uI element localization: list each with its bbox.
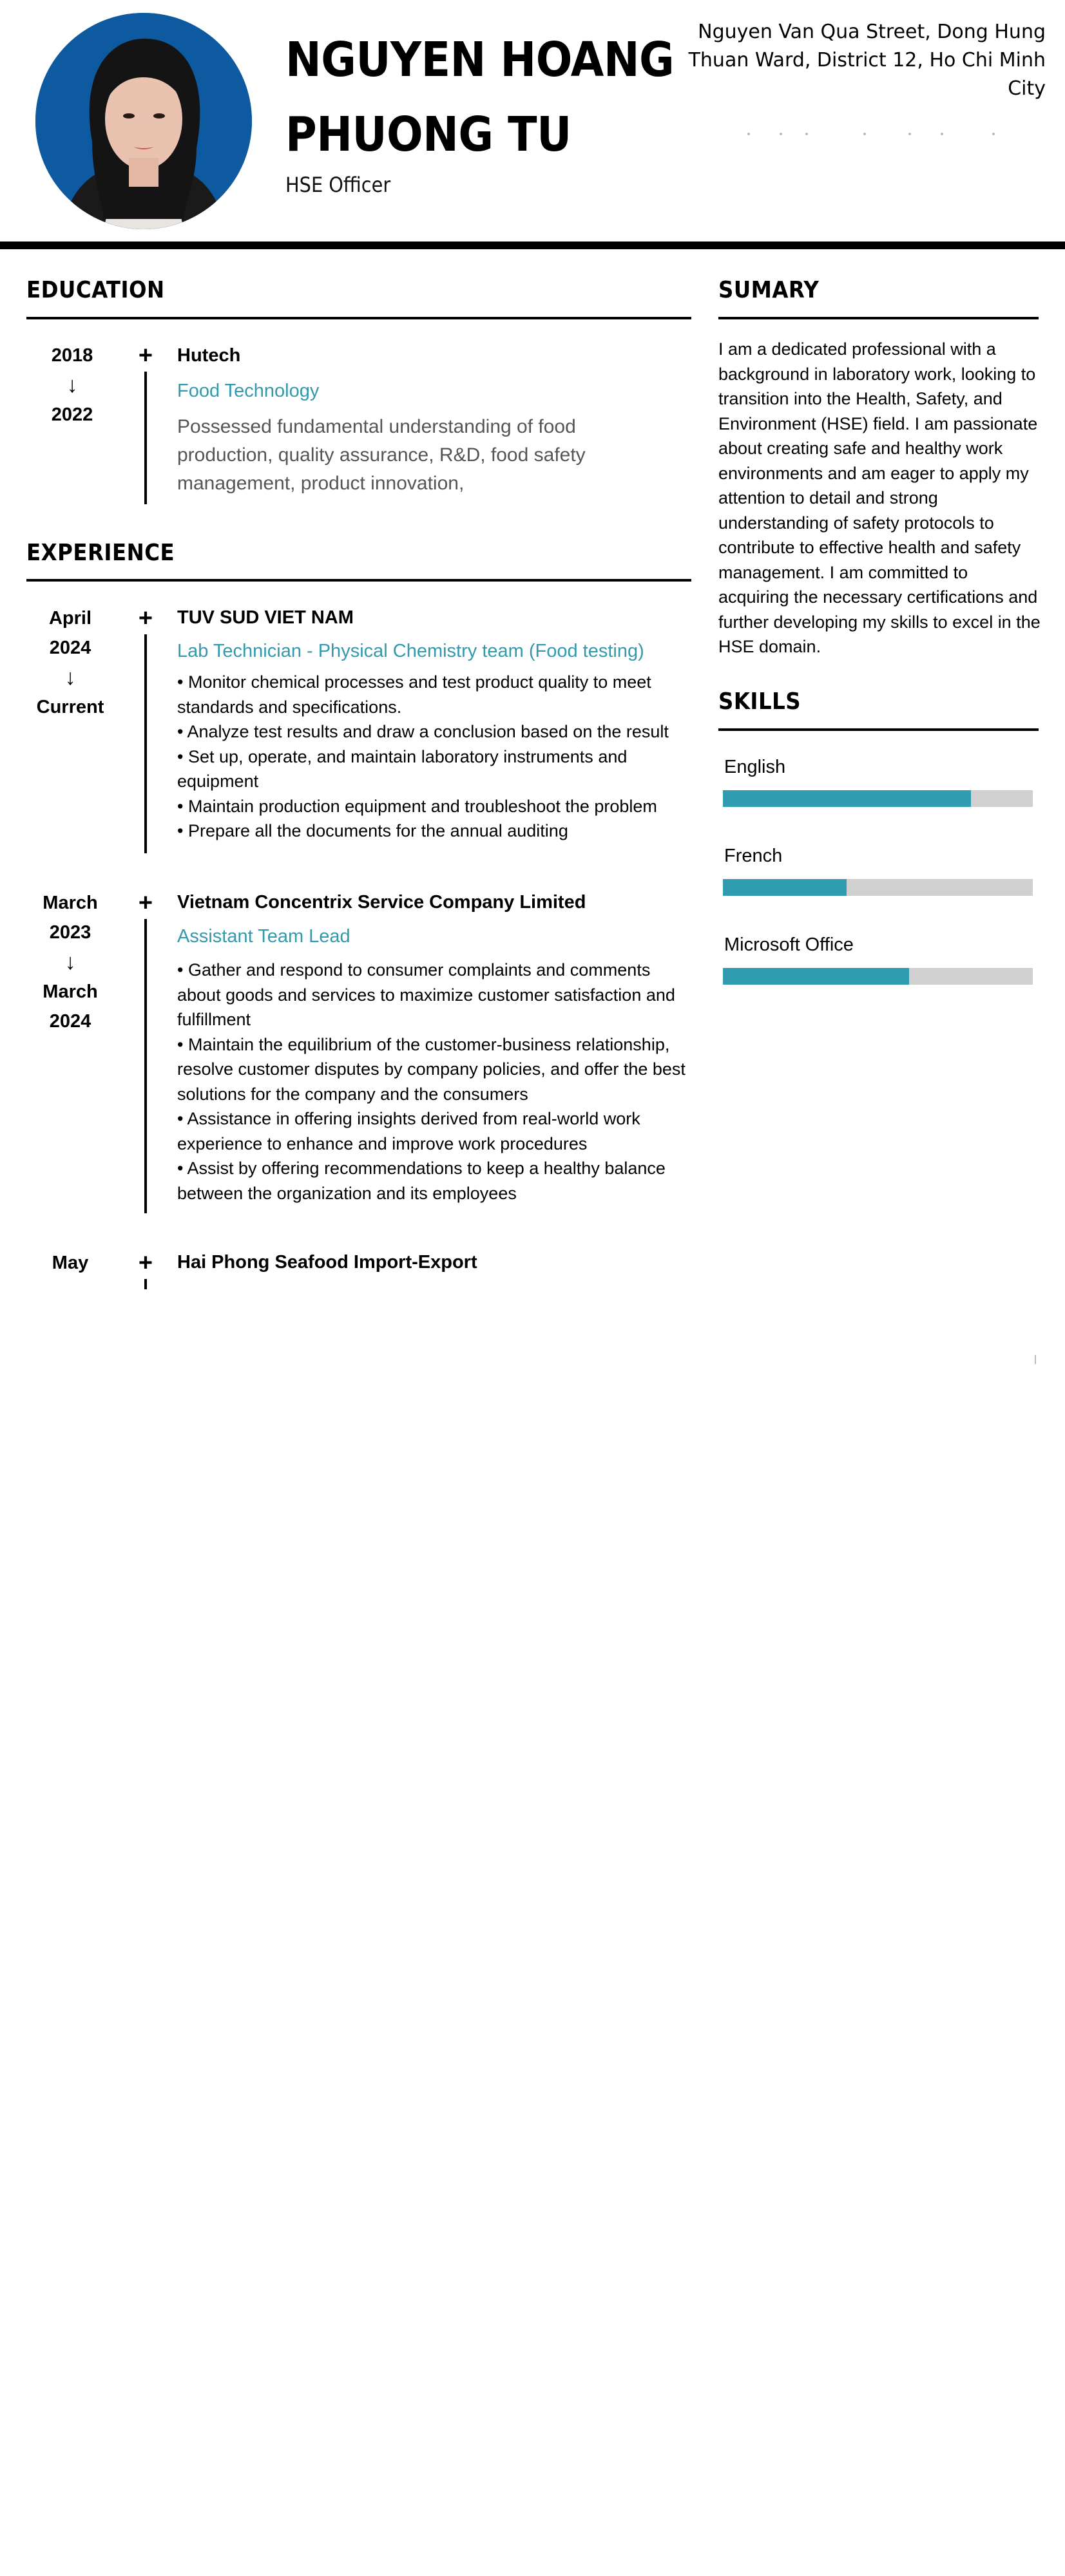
- skill-bar-microsoft-office: [723, 968, 1033, 985]
- timeline-line: [144, 372, 147, 504]
- study-field: Food Technology: [177, 381, 320, 401]
- skills-heading: SKILLS: [718, 688, 801, 715]
- plus-icon: +: [138, 342, 153, 369]
- plus-icon: +: [138, 1249, 153, 1276]
- education-rule: [26, 317, 691, 319]
- job-3-start-year-cut: [25, 1278, 115, 1289]
- full-name: [285, 23, 685, 172]
- resume-header: [0, 0, 1065, 238]
- job-1-start-month: April: [48, 608, 92, 629]
- edge-mark: [1035, 1355, 1036, 1364]
- job-2-end-year: 2024: [49, 1011, 91, 1032]
- name-line-2: PHUONG TU: [285, 107, 571, 162]
- summary-heading: SUMARY: [718, 277, 820, 303]
- skill-bar-english: [723, 790, 1033, 807]
- skill-label-english: English: [724, 757, 786, 777]
- summary-text: I am a dedicated professional with a background in laboratory work, looking to transition into the Health, Safety, and Environment (HSE) field. I am passionate about creating safe and healthy work environments and am eager to apply my attention to detail and strong understanding of safety protocols to contribute to effective health and safety management. I am committed to acquiring the necessary certifications and further developing my skills to excel in the HSE domain.: [718, 339, 1041, 656]
- job-2-end-month: March: [43, 981, 98, 1002]
- job-2-start-year: 2023: [49, 922, 91, 943]
- profile-photo: [35, 13, 252, 229]
- skill-label-french: French: [724, 846, 783, 866]
- job-2-start-month: March: [43, 893, 98, 913]
- job-3-clipped: [0, 1243, 709, 1289]
- name-line-1: NGUYEN HOANG: [285, 32, 675, 88]
- plus-icon: +: [138, 605, 153, 632]
- timeline-line: [144, 1279, 147, 1289]
- skill-bar-french: [723, 879, 1033, 896]
- arrow-down-icon: ↓: [66, 373, 78, 397]
- skill-fill: [723, 879, 847, 896]
- contact-dots-decoration: [747, 133, 1005, 139]
- list-item: • Assist by offering recommendations to keep a healthy balance between the organization and its employees: [177, 1159, 666, 1203]
- education-description: Possessed fundamental understanding of food production, quality assurance, R&D, food safety management, product innovation,: [177, 416, 586, 494]
- job-3-company: Hai Phong Seafood Import-Export: [177, 1252, 477, 1273]
- school-name: Hutech: [177, 345, 241, 366]
- header-divider: [0, 242, 1065, 249]
- job-1-start-year: 2024: [49, 638, 91, 658]
- job-2-company: Vietnam Concentrix Service Company Limited: [177, 892, 586, 913]
- education-heading: EDUCATION: [26, 277, 165, 303]
- job-title: HSE Officer: [285, 173, 391, 197]
- portrait-image: [35, 13, 252, 229]
- arrow-down-icon: ↓: [64, 665, 76, 690]
- list-item: • Maintain production equipment and troubleshoot the problem: [177, 796, 657, 816]
- job-1-bullets: [177, 670, 693, 844]
- job-1-company: TUV SUD VIET NAM: [177, 607, 354, 628]
- job-3-start-month: May: [52, 1253, 89, 1273]
- plus-icon: +: [138, 889, 153, 916]
- skill-fill: [723, 790, 971, 807]
- job-1-date: [25, 603, 115, 722]
- job-2-date: [25, 888, 115, 1036]
- list-item: • Monitor chemical processes and test product quality to meet standards and specifications.: [177, 672, 651, 717]
- experience-rule: [26, 579, 691, 582]
- list-item: • Analyze test results and draw a conclusion based on the result: [177, 722, 669, 741]
- job-3-date: [25, 1248, 115, 1289]
- job-1-end: Current: [36, 697, 104, 717]
- job-2-bullets: [177, 958, 693, 1206]
- skill-label-microsoft-office: Microsoft Office: [724, 934, 854, 955]
- skill-fill: [723, 968, 909, 985]
- list-item: • Set up, operate, and maintain laboratory instruments and equipment: [177, 746, 628, 791]
- list-item: • Gather and respond to consumer complaints and comments about goods and services to maximize customer satisfaction and fulfillment: [177, 960, 675, 1029]
- timeline-line: [144, 919, 147, 1213]
- education-start: 2018: [51, 345, 93, 366]
- summary-rule: [718, 317, 1039, 319]
- skills-rule: [718, 728, 1039, 731]
- experience-heading: EXPERIENCE: [26, 540, 175, 566]
- job-2-position: Assistant Team Lead: [177, 926, 350, 947]
- arrow-down-icon: ↓: [64, 950, 76, 974]
- address: Nguyen Van Qua Street, Dong Hung Thuan Ward, District 12, Ho Chi Minh City: [688, 21, 1046, 100]
- timeline-line: [144, 634, 147, 853]
- list-item: • Prepare all the documents for the annual auditing: [177, 821, 568, 840]
- education-end: 2022: [51, 404, 93, 425]
- list-item: • Assistance in offering insights derived from real-world work experience to enhance and improve work procedures: [177, 1109, 640, 1153]
- education-date: [27, 341, 117, 430]
- list-item: • Maintain the equilibrium of the customer-business relationship, resolve customer disputes by company policies, and offer the best solutions for the company and the consumers: [177, 1034, 686, 1104]
- job-1-position: Lab Technician - Physical Chemistry team (Food testing): [177, 641, 644, 661]
